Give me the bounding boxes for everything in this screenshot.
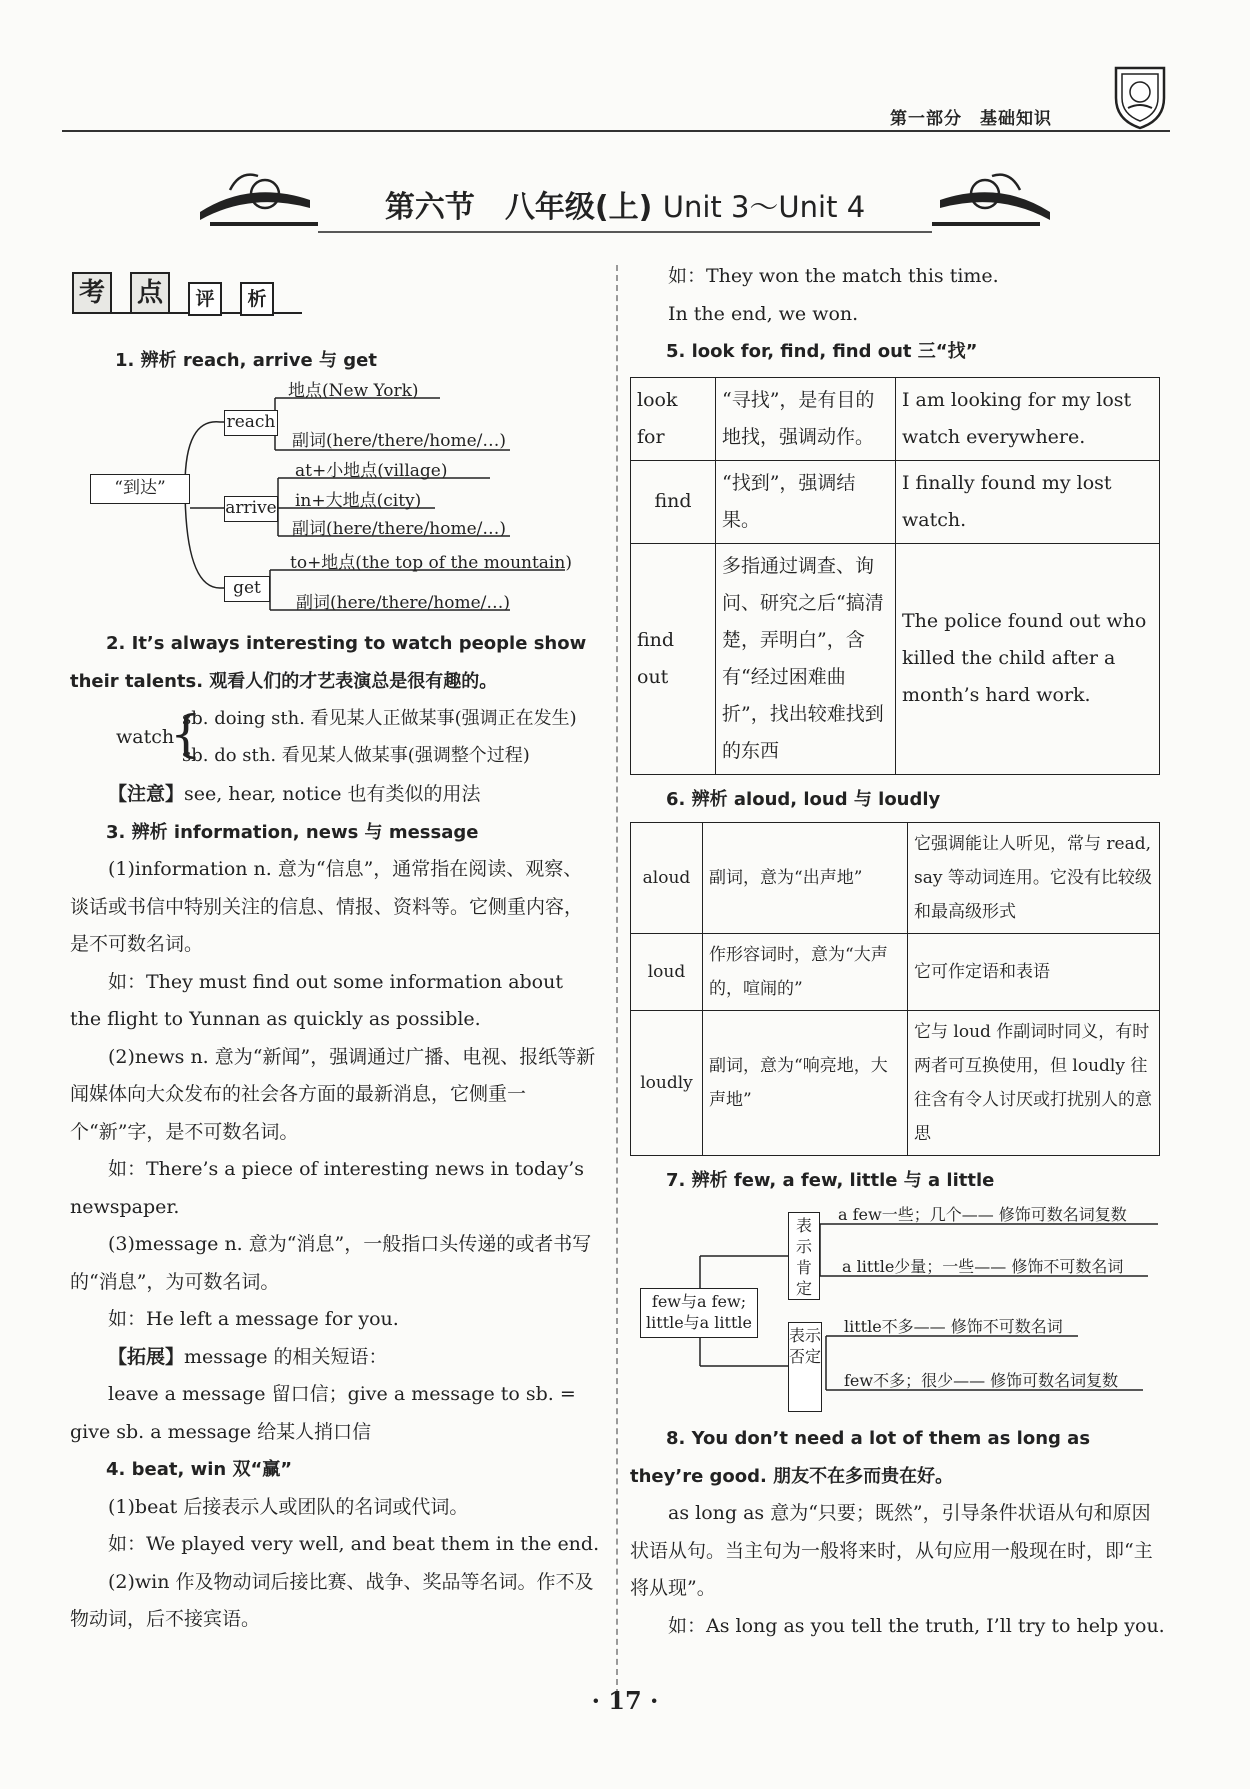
s4-title: 4. beat, win 双“赢” [106, 1459, 293, 1480]
s3-p1: (1)information n. 意为“信息”，通常指在阅读、观察、谈话或书信中特别关注的信息、情报、资料等。它侧重内容，是不可数名词。 [70, 858, 584, 955]
page-number: · 17 · [591, 1686, 659, 1715]
table-row [631, 934, 1160, 1011]
s1-arrive: arrive [224, 496, 278, 522]
watch-usage-2: sb. do sth. 看见某人做某事(强调整个过程) [182, 745, 530, 766]
s3-e1: 如：They must find out some information about the flight to Yunnan as quickly as possible. [70, 970, 563, 1030]
note-label: 【注意】 [108, 783, 185, 805]
kaodian-label [72, 272, 302, 318]
kaodian-char-4: 析 [240, 282, 274, 316]
section-label: 第一部分 基础知识 [890, 109, 1052, 129]
table-row [631, 377, 1160, 460]
s7-title: 7. 辨析 few, a few, little 与 a little [666, 1170, 995, 1191]
table-cell: aloud [631, 823, 703, 934]
table-cell: find [631, 460, 716, 543]
s7-line-2: a little少量；一些—— 修饰不可数名词 [842, 1257, 1124, 1276]
s3-ext2: leave a message 留口信；give a message to sb. = give sb. a message 给某人捎口信 [70, 1383, 576, 1443]
reach-arrive-get-diagram [90, 378, 610, 618]
s8-block [630, 1420, 1165, 1645]
s1-reach: reach [224, 410, 278, 436]
table-row [631, 460, 1160, 543]
s2-note: 【注意】see, hear, notice 也有类似的用法 [108, 783, 481, 805]
s2-title: 2. It’s always interesting to watch people show their talents. 观看人们的才艺表演总是很有趣的。 [70, 633, 587, 692]
table-cell: 副词，意为“响亮地，大声地” [703, 1011, 908, 1156]
table-cell: loudly [631, 1011, 703, 1156]
s3-title: 3. 辨析 information, news 与 message [106, 821, 479, 843]
s1-center: “到达” [90, 474, 190, 504]
table-cell: loud [631, 934, 703, 1011]
watch-word: watch [116, 726, 175, 748]
table-cell: 作形容词时，意为“大声的，喧闹的” [703, 934, 908, 1011]
s3-ext: 【拓展】message 的相关短语： [108, 1345, 388, 1368]
s1-arrive-c: 副词(here/there/home/…) [292, 519, 507, 539]
s7-positive: 表示肯定 [788, 1212, 820, 1300]
s4-p1: (1)beat 后接表示人或团队的名词或代词。 [108, 1495, 469, 1518]
s1-arrive-a: at+小地点(village) [295, 461, 448, 481]
s4-p2: (2)win 作及物动词后接比赛、战争、奖品等名词。作不及物动词，后不接宾语。 [70, 1570, 594, 1630]
s1-reach-b: 副词(here/there/home/…) [292, 431, 507, 451]
table-cell: “寻找”，是有目的地找，强调动作。 [716, 377, 896, 460]
table-cell: 它可作定语和表语 [908, 934, 1160, 1011]
table-cell: “找到”，强调结果。 [716, 460, 896, 543]
s8-title: 8. You don’t need a lot of them as long as they’re good. 朋友不在多而贵在好。 [630, 1428, 1091, 1487]
brace-icon: { [170, 705, 202, 763]
s6-title: 6. 辨析 aloud, loud 与 loudly [666, 788, 941, 810]
watch-usage-1: sb. doing sth. 看见某人正做某事(强调正在发生) [182, 708, 577, 729]
s3-p2: (2)news n. 意为“新闻”，强调通过广播、电视、报纸等新闻媒体向大众发布的社会各方面的最新消息，它侧重一个“新”字，是不可数名词。 [70, 1045, 596, 1143]
s1-reach-a: 地点(New York) [288, 381, 419, 401]
s7-center: few与a few; little与a little [640, 1288, 758, 1338]
table-cell: I finally found my lost watch. [896, 460, 1160, 543]
section-banner [190, 170, 1060, 240]
s3-e2: 如：There’s a piece of interesting news in today’s newspaper. [70, 1158, 584, 1218]
section-title [190, 182, 1060, 226]
s3-e3: 如：He left a message for you. [108, 1308, 399, 1330]
table-row [631, 543, 1160, 774]
s4-e2a: 如：They won the match this time. [668, 265, 999, 287]
s7-negative: 表示否定 [788, 1322, 822, 1412]
s5-table [630, 377, 1160, 775]
s5-title: 5. look for, find, find out 三“找” [666, 341, 978, 362]
table-cell: look for [631, 377, 716, 460]
table-cell: 副词，意为“出声地” [703, 823, 908, 934]
column-divider [616, 265, 618, 1695]
section-title-unit: Unit 3～Unit 4 [662, 190, 866, 224]
watch-structure [70, 700, 600, 776]
table-cell: 它强调能让人听见，常与 read, say 等动词连用。它没有比较级和最高级形式 [908, 823, 1160, 934]
table-row [631, 823, 1160, 934]
table-cell: I am looking for my lost watch everywhere. [896, 377, 1160, 460]
section-title-cn: 第六节 八年级(上) [384, 190, 653, 225]
s7-line-1: a few一些；几个—— 修饰可数名词复数 [838, 1205, 1127, 1224]
table-row [631, 1011, 1160, 1156]
table-cell: find out [631, 543, 716, 774]
s4-e2b: In the end, we won. [668, 302, 859, 325]
s1-get-a: to+地点(the top of the mountain) [290, 553, 572, 573]
kaodian-char-1: 考 [72, 272, 112, 314]
s7-line-4: few不多；很少—— 修饰可数名词复数 [844, 1371, 1119, 1390]
table-cell: The police found out who killed the child after a month’s hard work. [896, 543, 1160, 774]
left-column [70, 625, 600, 1639]
few-little-diagram [638, 1206, 1158, 1414]
s8-p1: as long as 意为“只要；既然”，引导条件状语从句和原因状语从句。当主句为一般将来时，从句应用一般现在时，即“主将从现”。 [630, 1502, 1153, 1599]
page-header [62, 96, 1170, 132]
s4-e1: 如：We played very well, and beat them in the end. [108, 1533, 600, 1555]
kaodian-char-2: 点 [130, 272, 170, 314]
s8-e1: 如：As long as you tell the truth, I’ll try to help you. [668, 1614, 1165, 1637]
kaodian-char-3: 评 [188, 282, 222, 316]
shield-logo-icon [1110, 62, 1170, 132]
s1-title: 1. 辨析 reach, arrive 与 get [115, 350, 377, 371]
s3-p3: (3)message n. 意为“消息”，一般指口头传递的或者书写的“消息”，为可数名词。 [70, 1233, 592, 1293]
s1-get-b: 副词(here/there/home/…) [296, 593, 511, 613]
table-cell: 它与 loud 作副词时同义，有时两者可互换使用，但 loudly 往往含有令人讨厌或打扰别人的意思 [908, 1011, 1160, 1156]
table-cell: 多指通过调查、询问、研究之后“搞清楚，弄明白”，含有“经过困难曲折”，找出较难找到的东西 [716, 543, 896, 774]
s7-line-3: little不多—— 修饰不可数名词 [844, 1317, 1063, 1336]
s1-get: get [224, 576, 270, 602]
s6-table [630, 822, 1160, 1156]
s1-arrive-b: in+大地点(city) [295, 491, 422, 511]
right-column [630, 258, 1165, 1200]
